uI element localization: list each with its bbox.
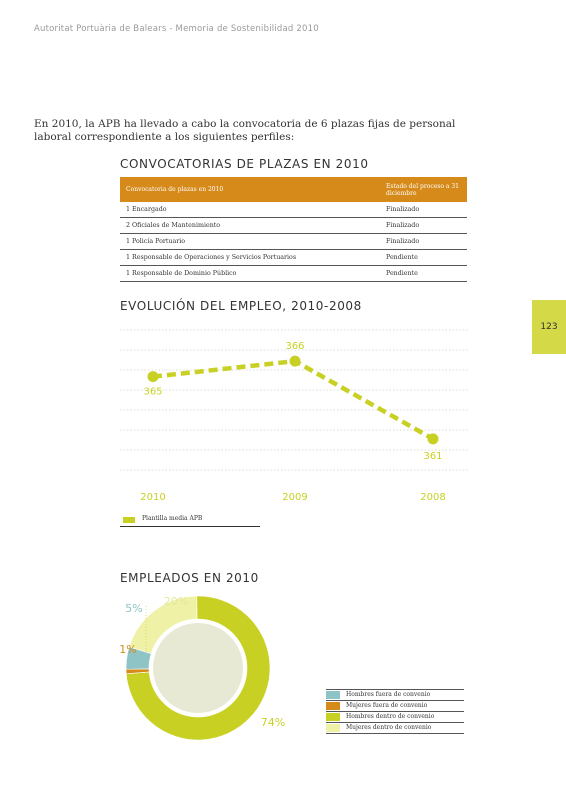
x-tick-label: 2010	[140, 492, 166, 503]
intro-paragraph: En 2010, la APB ha llevado a cabo la convocatoria de 6 plazas fijas de personal laboral correspondiente a los siguientes perfiles:	[34, 117, 456, 143]
data-label: 365	[143, 386, 163, 398]
donut-center	[153, 623, 243, 713]
legend-swatch	[123, 517, 135, 523]
legend-label: Mujeres dentro de convenio	[346, 724, 432, 731]
legend-swatch	[326, 702, 340, 710]
table-row	[120, 218, 467, 234]
plaza-cell: 1 Responsable de Operaciones y Servicios Portuarios	[120, 250, 380, 266]
slice-label: 5%	[125, 602, 143, 615]
legend-row	[326, 712, 464, 723]
estado-cell: Pendiente	[380, 250, 467, 266]
table-header-row	[120, 177, 467, 202]
x-tick-label: 2009	[282, 492, 308, 503]
legend-swatch	[326, 713, 340, 721]
data-point	[428, 433, 439, 444]
plaza-cell: 2 Oficiales de Mantenimiento	[120, 218, 380, 234]
convocatorias-table	[120, 177, 467, 282]
donut-legend	[326, 689, 464, 734]
employees-donut-chart	[110, 590, 320, 740]
slice-label: 20%	[163, 595, 189, 608]
table-row	[120, 266, 467, 282]
estado-cell: Finalizado	[380, 234, 467, 250]
estado-cell: Finalizado	[380, 202, 467, 218]
table-row	[120, 250, 467, 266]
x-tick-label: 2008	[420, 492, 446, 503]
empleados-title: EMPLEADOS EN 2010	[120, 571, 259, 585]
legend-row	[326, 689, 464, 701]
plaza-cell: 1 Responsable de Dominio Público	[120, 266, 380, 282]
estado-cell: Finalizado	[380, 218, 467, 234]
running-header: Autoritat Portuària de Balears - Memoria de Sostenibilidad 2010	[34, 24, 319, 34]
page-number: 123	[540, 322, 558, 332]
plaza-cell: 1 Policía Portuario	[120, 234, 380, 250]
legend-row	[326, 723, 464, 734]
estado-cell: Pendiente	[380, 266, 467, 282]
evolucion-title: EVOLUCIÓN DEL EMPLEO, 2010-2008	[120, 299, 362, 313]
data-point	[148, 371, 159, 382]
plaza-cell: 1 Encargado	[120, 202, 380, 218]
legend-label: Plantilla media APB	[142, 515, 203, 522]
legend-label: Hombres dentro de convenio	[346, 713, 435, 720]
line-chart-legend	[120, 514, 260, 527]
table-header-estado: Estado del proceso a 31 diciembre	[380, 177, 467, 202]
slice-label: 1%	[119, 643, 137, 656]
convocatorias-title: CONVOCATORIAS DE PLAZAS EN 2010	[120, 157, 369, 171]
data-point	[290, 356, 301, 367]
legend-swatch	[326, 691, 340, 699]
data-label: 366	[285, 341, 305, 353]
legend-label: Mujeres fuera de convenio	[346, 702, 428, 709]
table-row	[120, 202, 467, 218]
table-header-plaza: Convocatoria de plazas en 2010	[120, 177, 380, 202]
slice-label: 74%	[260, 716, 286, 729]
employment-line-chart	[120, 322, 470, 512]
table-row	[120, 234, 467, 250]
legend-swatch	[326, 724, 340, 732]
legend-row	[326, 701, 464, 712]
page-number-tab	[532, 300, 566, 354]
data-label: 361	[423, 450, 443, 462]
series-line	[153, 361, 433, 439]
legend-label: Hombres fuera de convenio	[346, 691, 431, 698]
